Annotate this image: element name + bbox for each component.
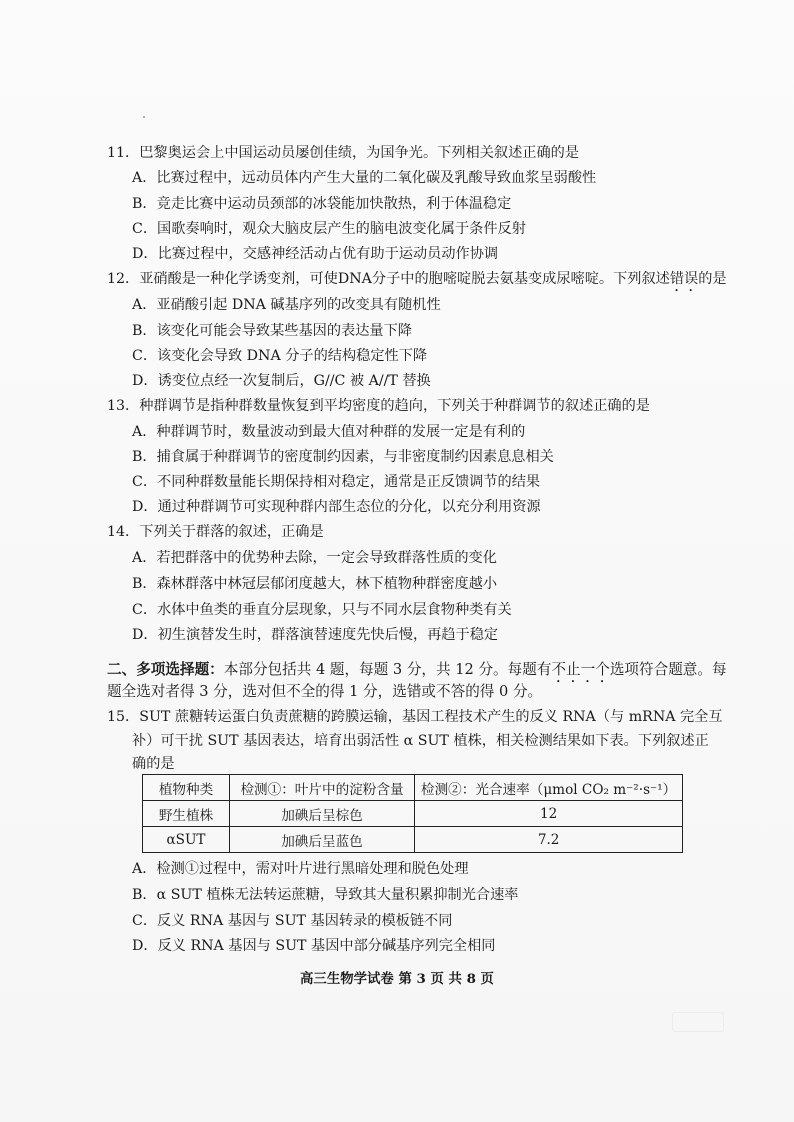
question-11-option-b: B．竞走比赛中运动员颈部的冰袋能加快散热，利于体温稳定 — [132, 196, 512, 212]
question-12-emphasis: 错误 — [669, 271, 699, 287]
question-14-option-a: A．若把群落中的优势种去除，一定会导致群落性质的变化 — [132, 550, 497, 566]
question-15-option-a: A．检测①过程中，需对叶片进行黑暗处理和脱色处理 — [132, 861, 469, 877]
table-cell: 7.2 — [415, 827, 683, 853]
question-12-option-a: A．亚硝酸引起 DNA 碱基序列的改变具有随机性 — [132, 297, 441, 313]
question-15-stem-line2: 补）可干扰 SUT 基因表达，培育出弱活性 α SUT 植株，相关检测结果如下表。下列叙述正 — [132, 733, 709, 749]
question-15-stem-line1: 15．SUT 蔗糖转运蛋白负责蔗糖的跨膜运输，基因工程技术产生的反义 RNA（与 mRNA 完全互 — [107, 709, 723, 725]
table-cell: αSUT — [143, 827, 230, 853]
table-header-cell: 植物种类 — [143, 775, 230, 801]
table-cell: 加碘后呈棕色 — [230, 801, 415, 827]
section-2-emphasis: 不止一个 — [551, 661, 610, 678]
table-header-row — [143, 775, 683, 801]
question-11-option-a: A．比赛过程中，远动员体内产生大量的二氧化碳及乳酸导致血浆呈弱酸性 — [132, 170, 597, 186]
table-cell: 12 — [415, 801, 683, 827]
table-row — [143, 801, 683, 827]
question-14-option-d: D．初生演替发生时，群落演替速度先快后慢，再趋于稳定 — [132, 627, 499, 643]
table-row — [143, 827, 683, 853]
question-13-option-b: B．捕食属于种群调节的密度制约因素，与非密度制约因素息息相关 — [132, 449, 554, 465]
question-15-option-b: B．α SUT 植株无法转运蔗糖，导致其大量积累抑制光合速率 — [132, 887, 519, 903]
question-11-stem: 11．巴黎奥运会上中国运动员屡创佳绩，为国争光。下列相关叙述正确的是 — [107, 145, 580, 161]
section-2-text-part2: 选项符合题意。每 — [609, 661, 727, 678]
section-2-title: 二、多项选择题： — [107, 661, 224, 678]
table-cell: 野生植株 — [143, 801, 230, 827]
section-2-scoring: 题全选对者得 3 分，选对但不全的得 1 分，选错或不答的得 0 分。 — [107, 683, 543, 700]
question-15-stem-line3: 确的是 — [132, 756, 175, 772]
question-13-option-d: D．通过种群调节可实现种群内部生态位的分化，以充分利用资源 — [132, 499, 541, 515]
results-table — [142, 774, 683, 853]
question-12-stem-part1: 12．亚硝酸是一种化学诱变剂，可使DNA分子中的胞嘧啶脱去氨基变成尿嘧啶。下列叙述 — [107, 271, 670, 287]
question-14-stem: 14．下列关于群落的叙述，正确是 — [107, 524, 324, 540]
section-2-text-part1: 本部分包括共 4 题，每题 3 分，共 12 分。每题有 — [223, 661, 552, 678]
question-15-option-c: C．反义 RNA 基因与 SUT 基因转录的模板链不同 — [132, 913, 453, 929]
table-header-cell: 检测②：光合速率（μmol CO₂ m⁻²·s⁻¹） — [415, 775, 683, 801]
question-12-stem-part2: 的是 — [698, 271, 727, 287]
question-13-stem: 13．种群调节是指种群数量恢复到平均密度的趋向，下列关于种群调节的叙述正确的是 — [107, 398, 650, 414]
question-13-option-a: A．种群调节时，数量波动到最大值对种群的发展一定是有利的 — [132, 424, 526, 440]
question-11-option-c: C．国歌奏响时，观众大脑皮层产生的脑电波变化属于条件反射 — [132, 221, 526, 237]
question-11-option-d: D．比赛过程中，交感神经活动占优有助于运动员动作协调 — [132, 246, 499, 262]
page-footer: 高三生物学试卷 第 3 页 共 8 页 — [300, 971, 494, 987]
question-12-option-c: C．该变化会导致 DNA 分子的结构稳定性下降 — [132, 348, 428, 364]
table-cell: 加碘后呈蓝色 — [230, 827, 415, 853]
question-15-option-d: D．反义 RNA 基因与 SUT 基因中部分碱基序列完全相同 — [132, 938, 496, 954]
table-header-cell: 检测①：叶片中的淀粉含量 — [230, 775, 415, 801]
question-14-option-c: C．水体中鱼类的垂直分层现象，只与不同水层食物种类有关 — [132, 602, 512, 618]
scan-speck — [143, 116, 145, 118]
question-14-option-b: B．森林群落中林冠层郁闭度越大，林下植物种群密度越小 — [132, 576, 498, 592]
question-12-option-d: D．诱变位点经一次复制后，G//C 被 A//T 替换 — [132, 373, 431, 389]
question-12-stem — [107, 269, 727, 295]
question-12-option-b: B．该变化可能会导致某些基因的表达量下降 — [132, 323, 412, 339]
question-13-option-c: C．不同种群数量能长期保持相对稳定，通常是正反馈调节的结果 — [132, 474, 541, 490]
watermark-stamp — [672, 1012, 724, 1032]
